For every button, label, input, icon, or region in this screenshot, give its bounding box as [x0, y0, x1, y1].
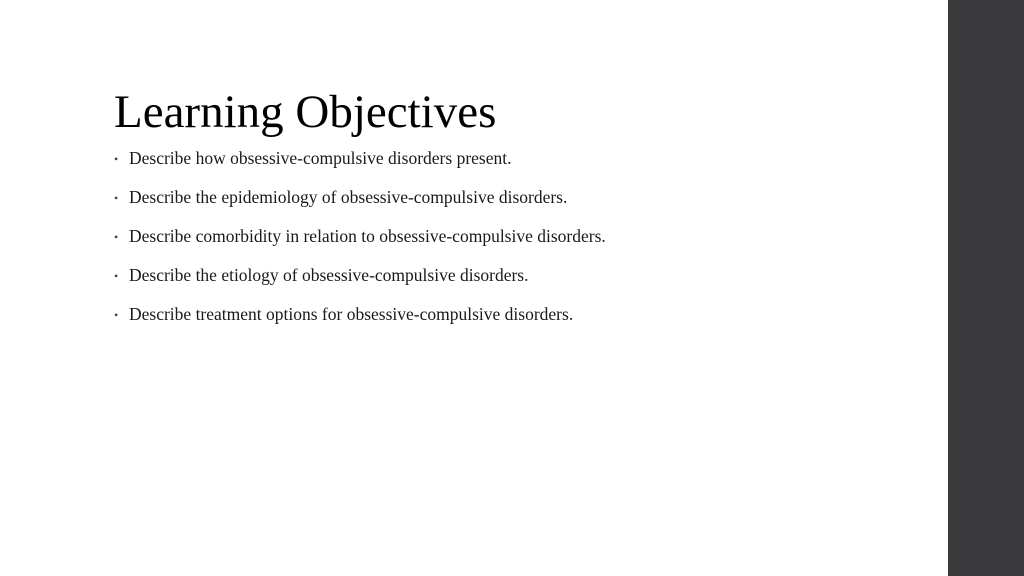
bullet-icon: •	[114, 308, 119, 322]
bullet-icon: •	[114, 230, 119, 244]
side-accent-bar	[948, 0, 1024, 576]
list-item	[114, 265, 914, 304]
list-item	[114, 148, 914, 187]
list-item	[114, 226, 914, 265]
slide-title: Learning Objectives	[114, 86, 497, 138]
list-item	[114, 304, 914, 343]
list-item-text: Describe comorbidity in relation to obsessive-compulsive disorders.	[129, 226, 606, 246]
list-item	[114, 187, 914, 226]
bullet-icon: •	[114, 191, 119, 205]
list-item-text: Describe the epidemiology of obsessive-compulsive disorders.	[129, 187, 568, 207]
bullet-icon: •	[114, 152, 119, 166]
slide-content	[114, 84, 914, 343]
list-item-text: Describe the etiology of obsessive-compulsive disorders.	[129, 265, 529, 285]
objectives-list	[114, 148, 914, 343]
bullet-icon: •	[114, 269, 119, 283]
list-item-text: Describe treatment options for obsessive-compulsive disorders.	[129, 304, 574, 324]
list-item-text: Describe how obsessive-compulsive disorders present.	[129, 148, 512, 168]
